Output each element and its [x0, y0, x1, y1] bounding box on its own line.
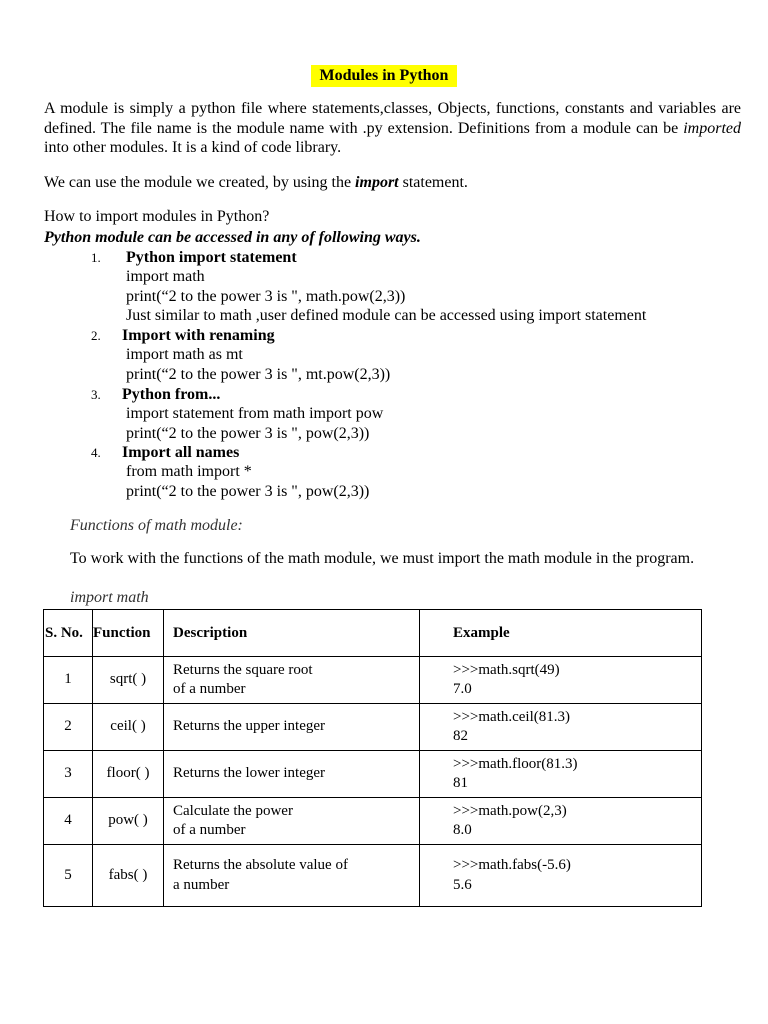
cell-example	[420, 657, 702, 704]
cell-sno: 2	[44, 704, 93, 751]
header-example: Example	[420, 610, 702, 657]
intro-text-end: into other modules. It is a kind of code library.	[44, 139, 342, 156]
list-item-heading: Python from...	[122, 386, 221, 403]
how-to-question: How to import modules in Python?	[44, 208, 270, 225]
cell-example	[420, 751, 702, 798]
description-line: of a number	[173, 822, 246, 838]
cell-sno: 5	[44, 845, 93, 907]
code-line: import math as mt	[126, 346, 243, 363]
code-line: print(“2 to the power 3 is ", mt.pow(2,3))	[126, 366, 391, 383]
cell-example	[420, 704, 702, 751]
list-number: 2.	[91, 328, 101, 343]
description-line: Returns the lower integer	[173, 765, 326, 782]
cell-function: ceil( )	[93, 704, 164, 751]
list-number: 3.	[91, 387, 101, 402]
cell-function: floor( )	[93, 751, 164, 798]
code-line: import math	[126, 268, 205, 285]
list-number: 1.	[91, 250, 101, 265]
code-line: print(“2 to the power 3 is ", pow(2,3))	[126, 425, 370, 442]
description-line: Returns the absolute value of	[173, 857, 348, 873]
description-line: of a number	[173, 681, 246, 697]
cell-example	[420, 798, 702, 845]
cell-description	[164, 657, 420, 704]
use-text-end: statement.	[398, 174, 468, 191]
example-code: >>>math.ceil(81.3)	[453, 708, 571, 725]
page-title: Modules in Python	[311, 65, 457, 87]
cell-sno: 1	[44, 657, 93, 704]
intro-text-start: A module is simply a python file where statements,classes, Objects, functions, constants and variables are defined. The file name is the module name with .py extension. Definitions from a module can be	[44, 100, 741, 137]
table-row	[44, 657, 702, 704]
header-description: Description	[164, 610, 420, 657]
cell-description	[164, 751, 420, 798]
table-row	[44, 751, 702, 798]
cell-example	[420, 845, 702, 907]
code-line: from math import *	[126, 463, 252, 480]
intro-paragraph	[44, 99, 741, 158]
math-functions-table	[43, 609, 702, 907]
description-line: Calculate the power	[173, 802, 293, 819]
import-math-line: import math	[70, 589, 149, 606]
use-emphasis: import	[355, 174, 399, 191]
description-line: Returns the square root	[173, 661, 313, 678]
example-result: 81	[453, 775, 468, 791]
work-paragraph: To work with the functions of the math module, we must import the math module in the program.	[70, 550, 695, 567]
code-line: import statement from math import pow	[126, 405, 384, 422]
cell-function: pow( )	[93, 798, 164, 845]
table-row	[44, 798, 702, 845]
example-code: >>>math.sqrt(49)	[453, 661, 560, 678]
cell-function: sqrt( )	[93, 657, 164, 704]
note-line: Just similar to math ,user defined module can be accessed using import statement	[126, 307, 647, 324]
code-line: print(“2 to the power 3 is ", pow(2,3))	[126, 483, 370, 500]
description-line: a number	[173, 876, 230, 893]
description-line: Returns the upper integer	[173, 718, 326, 735]
example-result: 5.6	[453, 876, 472, 893]
cell-function: fabs( )	[93, 845, 164, 907]
import-usage-paragraph	[44, 173, 741, 193]
cell-description	[164, 845, 420, 907]
header-function: Function	[93, 610, 164, 657]
list-item-heading: Import with renaming	[122, 327, 275, 344]
list-number: 4.	[91, 445, 101, 460]
table-row	[44, 704, 702, 751]
cell-sno: 3	[44, 751, 93, 798]
example-result: 8.0	[453, 822, 472, 838]
functions-heading: Functions of math module:	[70, 517, 243, 534]
list-item-heading: Python import statement	[126, 249, 297, 266]
table-row	[44, 845, 702, 907]
code-line: print(“2 to the power 3 is ", math.pow(2,3))	[126, 288, 406, 305]
list-item-heading: Import all names	[122, 444, 240, 461]
example-code: >>>math.fabs(-5.6)	[453, 857, 571, 873]
example-result: 82	[453, 728, 468, 744]
intro-emphasis: imported	[683, 119, 741, 137]
accessed-ways-heading: Python module can be accessed in any of following ways.	[44, 229, 421, 246]
cell-sno: 4	[44, 798, 93, 845]
example-code: >>>math.floor(81.3)	[453, 755, 578, 772]
table-header-row	[44, 610, 702, 657]
cell-description	[164, 798, 420, 845]
example-code: >>>math.pow(2,3)	[453, 802, 567, 819]
use-text-start: We can use the module we created, by using the	[44, 174, 356, 191]
example-result: 7.0	[453, 681, 472, 697]
header-sno: S. No.	[44, 610, 93, 657]
cell-description	[164, 704, 420, 751]
